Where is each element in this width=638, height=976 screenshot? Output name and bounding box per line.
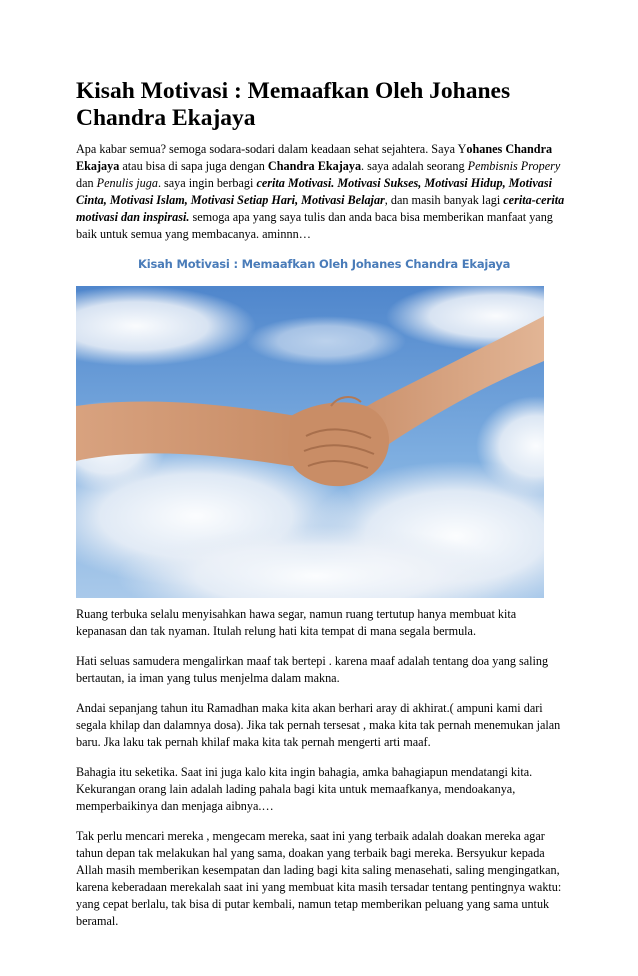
body-paragraph: Hati seluas samudera mengalirkan maaf tak bertepi . karena maaf adalah tentang doa yang saling bertautan, ia iman yang tulus menjelma dalam makna. (76, 654, 549, 685)
body-paragraph: Andai sepanjang tahun itu Ramadhan maka kita akan berhari aray di akhirat.( ampuni kami dari segala khilap dan dalamnya dosa). Jika tak pernah tersesat , maka kita tak pernah menemukan jalan baru. Jka laku tak pernah khilaf maka kita tak pernah mengerti arti maaf. (76, 701, 561, 749)
profession-italic: Pembisnis Propery (467, 159, 561, 173)
intro-text: . saya adalah seorang (361, 159, 468, 173)
intro-text: , dan masih banyak lagi (384, 193, 504, 207)
author-short-name-bold: Chandra Ekajaya (267, 159, 362, 173)
body-paragraph: Ruang terbuka selalu menyisahkan hawa segar, namun ruang tertutup hanya membuat kita kepanasan dan tak nyaman. Itulah relung hati kita tempat di mana segala bermula. (76, 607, 517, 638)
intro-text: Apa kabar semua? semoga sodara-sodari dalam keadaan sehat sejahtera. Saya Y (76, 142, 467, 156)
intro-text: . saya ingin berbagi (157, 176, 257, 190)
article-subtitle: Kisah Motivasi : Memaafkan Oleh Johanes Chandra Ekajaya (138, 257, 511, 271)
article-title: Kisah Motivasi : Memaafkan Oleh Johanes Chandra Ekajaya (76, 78, 511, 131)
intro-paragraph (76, 141, 566, 243)
topics-bold-italic: cerita Motivasi. Motivasi Sukses, Motivasi Hidup, Motivasi Cinta, Motivasi Islam, Motivasi Setiap Hari, Motivasi Belajar (76, 176, 553, 207)
article (76, 78, 566, 930)
handshake-photo (76, 286, 544, 598)
intro-text: semoga apa yang saya tulis dan anda baca bisa memberikan manfaat yang baik untuk semua yang membacanya. aminnn… (76, 210, 553, 241)
body-paragraph: Tak perlu mencari mereka , mengecam mereka, saat ini yang terbaik adalah doakan mereka agar tahun depan tak melakukan hal yang sama, doakan yang terbaik bagi mereka. Bersyukur kepada Allah masih memberikan kesempatan dan lading bagi kita saling menasehati, saling mengingatkan, karena keberadaan merekalah saat ini yang membuat kita masih tersadar tentang pentingnya waktu: yang cepat berlalu, tak bisa di putar kembali, namun tetap memberikan peluang yang sama untuk beramal. (76, 829, 562, 928)
body-paragraph: Bahagia itu seketika. Saat ini juga kalo kita ingin bahagia, amka bahagiapun mendatangi kita. Kekurangan orang lain adalah lading pahala bagi kita untuk memaafkanya, mendoakanya, memperbaikinya dan menjaga aibnya.… (76, 765, 533, 813)
profession-italic: Penulis juga (96, 176, 158, 190)
intro-text: dan (76, 176, 97, 190)
topics-bold-italic: cerita-cerita motivasi dan inspirasi. (76, 193, 565, 224)
intro-text: atau bisa di sapa juga dengan (119, 159, 268, 173)
author-name-bold: ohanes Chandra Ekajaya (76, 142, 553, 173)
